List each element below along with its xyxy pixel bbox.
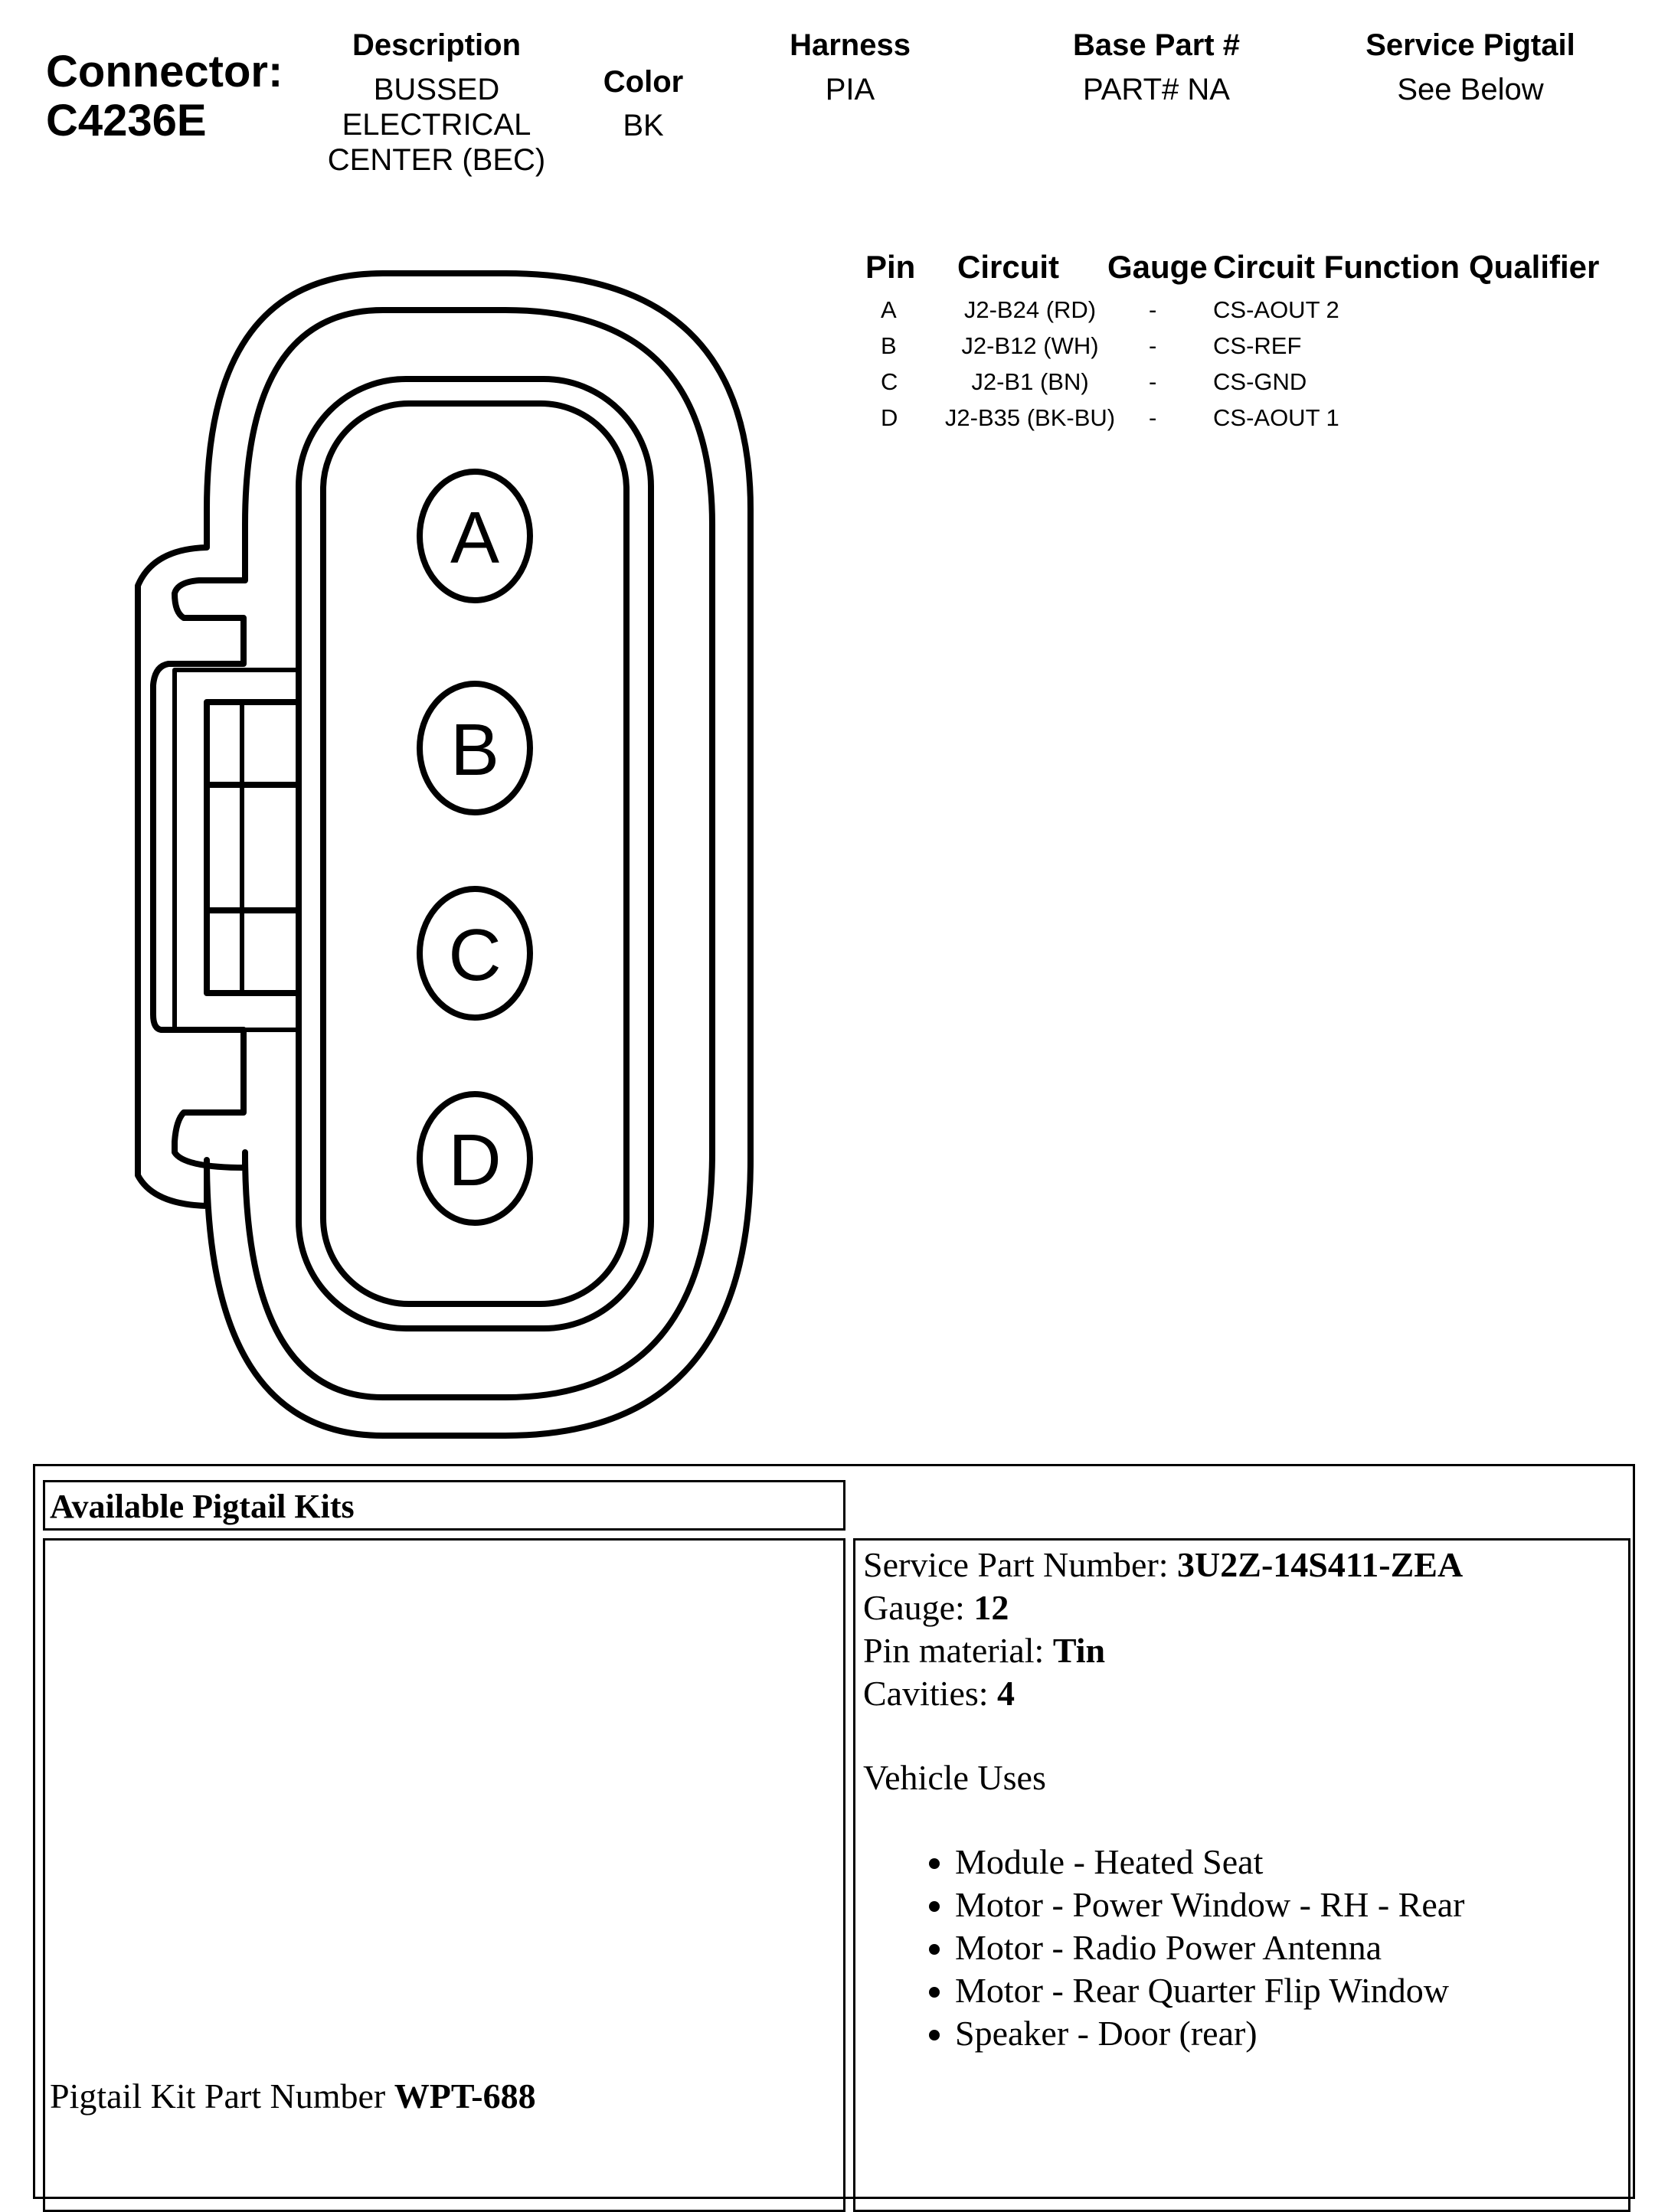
service-part-value: 3U2Z-14S411-ZEA xyxy=(1177,1545,1464,1584)
harness-value: PIA xyxy=(825,73,875,106)
base-part-header: Base Part # xyxy=(1073,28,1240,62)
description-line-1: BUSSED xyxy=(373,73,500,106)
pigtail-kit-details xyxy=(853,1538,1630,2212)
gauge-line xyxy=(863,1586,1621,1629)
pin-row-c xyxy=(850,368,1616,405)
pin-cell: C xyxy=(881,368,898,395)
function-cell: CS-AOUT 1 xyxy=(1213,404,1339,431)
pin-d-label: D xyxy=(448,1119,502,1201)
circuit-column-header: Circuit xyxy=(957,249,1060,285)
gauge-column-header: Gauge xyxy=(1107,249,1208,285)
gauge-cell: - xyxy=(1149,404,1157,431)
cavities-label: Cavities: xyxy=(863,1674,998,1713)
qualifier-column-header: Qualifier xyxy=(1469,249,1600,285)
cavities-line xyxy=(863,1672,1621,1715)
circuit-cell: J2-B24 (RD) xyxy=(963,296,1097,323)
pin-cell: A xyxy=(881,296,897,323)
pin-column-header: Pin xyxy=(865,249,916,285)
connector-face-diagram xyxy=(107,264,781,1443)
gauge-label: Gauge: xyxy=(863,1588,974,1627)
pin-c-label: C xyxy=(448,914,502,996)
pin-b-label: B xyxy=(450,709,500,791)
pigtail-kit-part-number xyxy=(50,2076,536,2116)
description-line-3: CENTER (BEC) xyxy=(327,143,546,177)
gauge-cell: - xyxy=(1149,296,1157,323)
connector-title xyxy=(46,47,283,145)
pin-material-value: Tin xyxy=(1052,1631,1106,1670)
circuit-function-column-header: Circuit Function xyxy=(1213,249,1460,285)
function-cell: CS-AOUT 2 xyxy=(1213,296,1339,323)
pin-row-b xyxy=(850,332,1616,369)
pigtail-kit-image-area xyxy=(43,1538,845,2212)
vehicle-uses-list xyxy=(863,1841,1621,2055)
pin-cell: D xyxy=(881,404,898,431)
vehicle-use-item: • Module - Heated Seat xyxy=(955,1841,1621,1884)
circuit-cell: J2-B12 (WH) xyxy=(961,332,1099,359)
base-part-value: PART# NA xyxy=(1083,73,1230,106)
pin-cell: B xyxy=(881,332,897,359)
connector-id: C4236E xyxy=(46,96,207,145)
connector-lock-bar xyxy=(207,702,299,993)
kit-part-value: WPT-688 xyxy=(394,2076,536,2116)
vehicle-use-item: • Motor - Power Window - RH - Rear xyxy=(955,1884,1621,1926)
pin-row-a xyxy=(850,296,1616,333)
pin-material-label: Pin material: xyxy=(863,1631,1053,1670)
pin-a-label: A xyxy=(450,497,500,579)
cavities-value: 4 xyxy=(997,1674,1016,1713)
vehicle-uses-heading: Vehicle Uses xyxy=(863,1758,1046,1797)
connector-outer-shell xyxy=(138,273,751,1436)
vehicle-use-item: • Motor - Radio Power Antenna xyxy=(955,1926,1621,1969)
service-pigtail-value: See Below xyxy=(1397,73,1544,106)
function-cell: CS-GND xyxy=(1213,368,1307,395)
description-header: Description xyxy=(352,28,522,62)
service-part-label: Service Part Number: xyxy=(863,1545,1178,1584)
circuit-cell: J2-B1 (BN) xyxy=(971,368,1089,395)
color-header: Color xyxy=(603,65,684,99)
pigtail-kits-panel xyxy=(33,1464,1635,2199)
color-value: BK xyxy=(623,109,664,142)
gauge-cell: - xyxy=(1149,332,1157,359)
gauge-cell: - xyxy=(1149,368,1157,395)
pigtail-kits-title: Available Pigtail Kits xyxy=(43,1480,845,1531)
service-part-line xyxy=(863,1544,1621,1586)
vehicle-use-item: • Motor - Rear Quarter Flip Window xyxy=(955,1969,1621,2012)
connector-lock-window xyxy=(175,670,299,1030)
circuit-cell: J2-B35 (BK-BU) xyxy=(944,404,1116,431)
gauge-value: 12 xyxy=(973,1588,1009,1627)
description-line-2: ELECTRICAL xyxy=(342,108,531,142)
vehicle-use-item: • Speaker - Door (rear) xyxy=(955,2012,1621,2055)
function-cell: CS-REF xyxy=(1213,332,1302,359)
description-value xyxy=(314,72,559,178)
pin-material-line xyxy=(863,1629,1621,1672)
service-pigtail-header: Service Pigtail xyxy=(1365,28,1575,62)
harness-header: Harness xyxy=(790,28,911,62)
kit-part-label: Pigtail Kit Part Number xyxy=(50,2076,394,2116)
pin-row-d xyxy=(850,404,1616,441)
connector-label: Connector: xyxy=(46,47,283,96)
